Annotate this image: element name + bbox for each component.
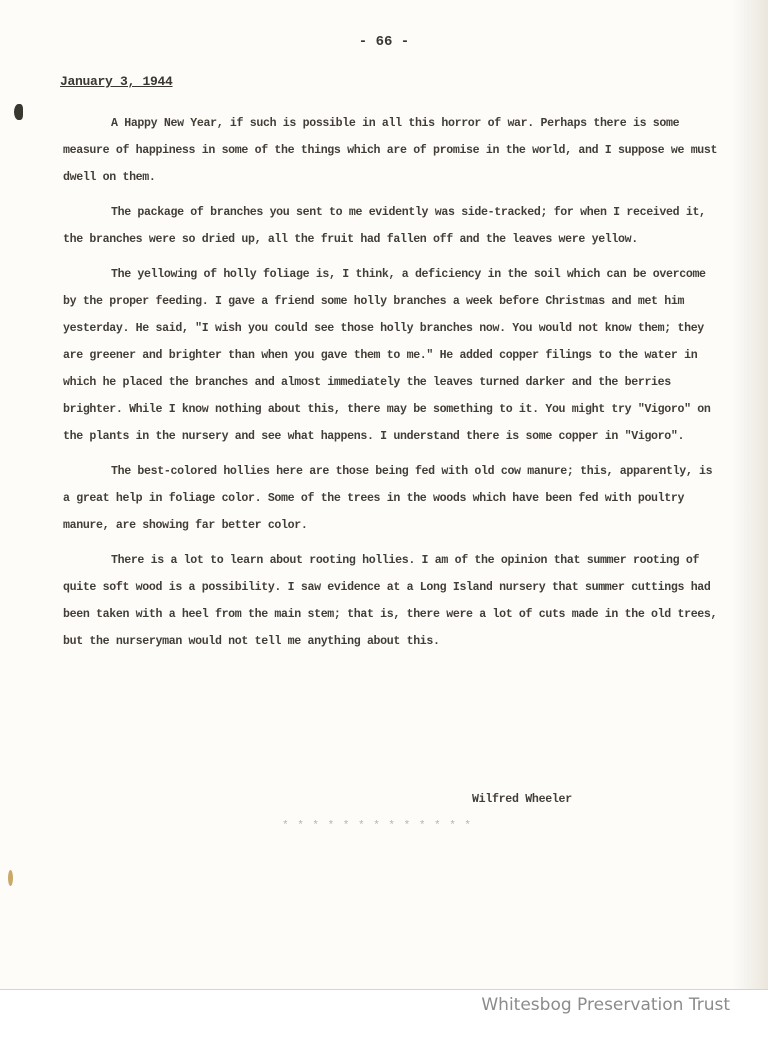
- watermark: Whitesbog Preservation Trust: [481, 995, 730, 1015]
- letter-body: [63, 110, 723, 663]
- paragraph: The package of branches you sent to me evidently was side-tracked; for when I received it, the branches were so dried up, all the fruit had fallen off and the leaves were yellow.: [63, 206, 706, 246]
- punch-hole-mark: [14, 104, 23, 120]
- page-bottom-edge: [0, 989, 768, 990]
- signature: Wilfred Wheeler: [472, 793, 572, 806]
- paragraph: A Happy New Year, if such is possible in all this horror of war. Perhaps there is some measure of happiness in some of the things which are of promise in the world, and I suppose we must dwell on them.: [63, 117, 718, 184]
- edge-mark: [8, 870, 13, 886]
- section-divider: * * * * * * * * * * * * *: [282, 820, 473, 832]
- paragraph: There is a lot to learn about rooting hollies. I am of the opinion that summer rooting of quite soft wood is a possibility. I saw evidence at a Long Island nursery that summer cuttings had been taken with a heel from the main stem; that is, there were a lot of cuts made in the old trees, but the nurseryman would not tell me anything about this.: [63, 554, 718, 648]
- page-number: - 66 -: [358, 34, 410, 50]
- paragraph: The best-colored hollies here are those being fed with old cow manure; this, apparently, is a great help in foliage color. Some of the trees in the woods which have been fed with poultry manure, are showing far better color.: [63, 465, 713, 532]
- letter-date: January 3, 1944: [60, 74, 173, 89]
- page-edge-shadow: [732, 0, 768, 990]
- paragraph: The yellowing of holly foliage is, I think, a deficiency in the soil which can be overcome by the proper feeding. I gave a friend some holly branches a week before Christmas and met him yesterday. He said, "I wish you could see those holly branches now. You would not know them; they are greener and brighter than when you gave them to me." He added copper filings to the water in which he placed the branches and almost immediately the leaves turned darker and the berries brighter. While I know nothing about this, there may be something to it. You might try "Vigoro" on the plants in the nursery and see what happens. I understand there is some copper in "Vigoro".: [63, 268, 711, 443]
